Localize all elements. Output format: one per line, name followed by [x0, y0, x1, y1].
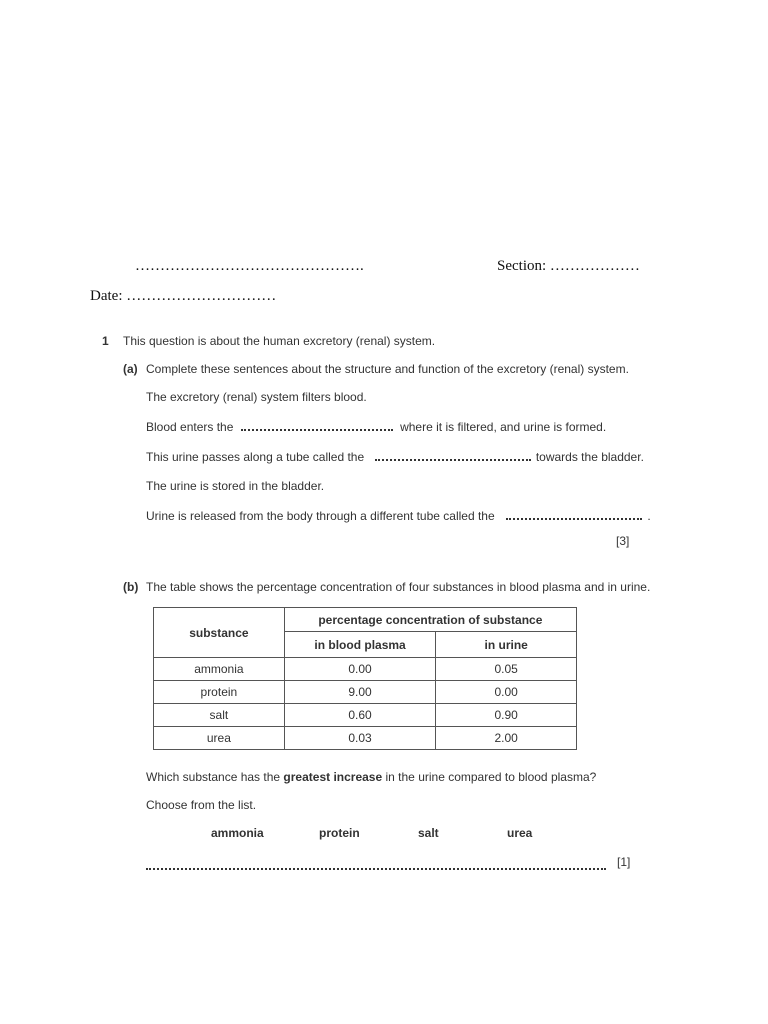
sentence-5-before: Urine is released from the body through a different tube called the [146, 509, 495, 523]
header-in-urine: in urine [436, 632, 577, 658]
cell-urine: 0.00 [436, 681, 577, 704]
sentence-3 [146, 449, 644, 464]
cell-substance: protein [154, 681, 285, 704]
table-row [154, 658, 577, 681]
date-dots[interactable]: ………………………… [126, 288, 277, 304]
part-b-question [146, 770, 596, 784]
header-in-blood-plasma: in blood plasma [284, 632, 436, 658]
cell-urine: 0.05 [436, 658, 577, 681]
part-b-marks: [1] [617, 855, 631, 869]
concentration-table [153, 607, 577, 750]
cell-plasma: 0.03 [284, 727, 436, 750]
section-label: Section: [497, 258, 547, 274]
cell-substance: urea [154, 727, 285, 750]
option-protein: protein [319, 826, 360, 840]
sentence-2 [146, 419, 606, 434]
sentence-5-after: . [647, 509, 651, 523]
cell-plasma: 9.00 [284, 681, 436, 704]
cell-substance: ammonia [154, 658, 285, 681]
answer-blank-2[interactable] [375, 449, 531, 461]
question-before: Which substance has the [146, 770, 281, 784]
cell-substance: salt [154, 704, 285, 727]
answer-line-b[interactable] [146, 858, 606, 870]
date-field [90, 288, 276, 305]
answer-blank-3[interactable] [506, 508, 642, 520]
sentence-5 [146, 508, 651, 523]
name-dots[interactable]: ………………………………………. [135, 258, 364, 274]
part-a-label: (a) [123, 362, 138, 376]
option-ammonia: ammonia [211, 826, 264, 840]
table-row [154, 727, 577, 750]
cell-plasma: 0.00 [284, 658, 436, 681]
part-b-label: (b) [123, 580, 139, 594]
part-a-instruction: Complete these sentences about the structure and function of the excretory (renal) system. [146, 362, 629, 376]
question-bold: greatest increase [283, 770, 383, 784]
sentence-4: The urine is stored in the bladder. [146, 479, 325, 493]
option-salt: salt [418, 826, 439, 840]
section-field [497, 258, 640, 275]
part-b-intro: The table shows the percentage concentration of four substances in blood plasma and in urine. [146, 580, 651, 594]
sentence-1: The excretory (renal) system filters blood. [146, 390, 367, 404]
section-dots[interactable]: ……………… [549, 258, 640, 274]
sentence-2-after: where it is filtered, and urine is formed. [400, 420, 607, 434]
question-number: 1 [102, 334, 109, 348]
choose-instruction: Choose from the list. [146, 798, 257, 812]
part-a-marks: [3] [616, 534, 630, 548]
sentence-2-before: Blood enters the [146, 420, 234, 434]
question-intro: This question is about the human excretory (renal) system. [123, 334, 436, 348]
sentence-3-before: This urine passes along a tube called the [146, 450, 365, 464]
option-urea: urea [507, 826, 533, 840]
question-after: in the urine compared to blood plasma? [385, 770, 597, 784]
cell-urine: 2.00 [436, 727, 577, 750]
cell-plasma: 0.60 [284, 704, 436, 727]
table-row [154, 681, 577, 704]
sentence-3-after: towards the bladder. [535, 450, 644, 464]
header-substance: substance [154, 608, 285, 658]
cell-urine: 0.90 [436, 704, 577, 727]
date-label: Date: [90, 288, 123, 304]
table-row [154, 704, 577, 727]
answer-blank-1[interactable] [241, 419, 393, 431]
header-percentage-concentration: percentage concentration of substance [284, 608, 576, 632]
